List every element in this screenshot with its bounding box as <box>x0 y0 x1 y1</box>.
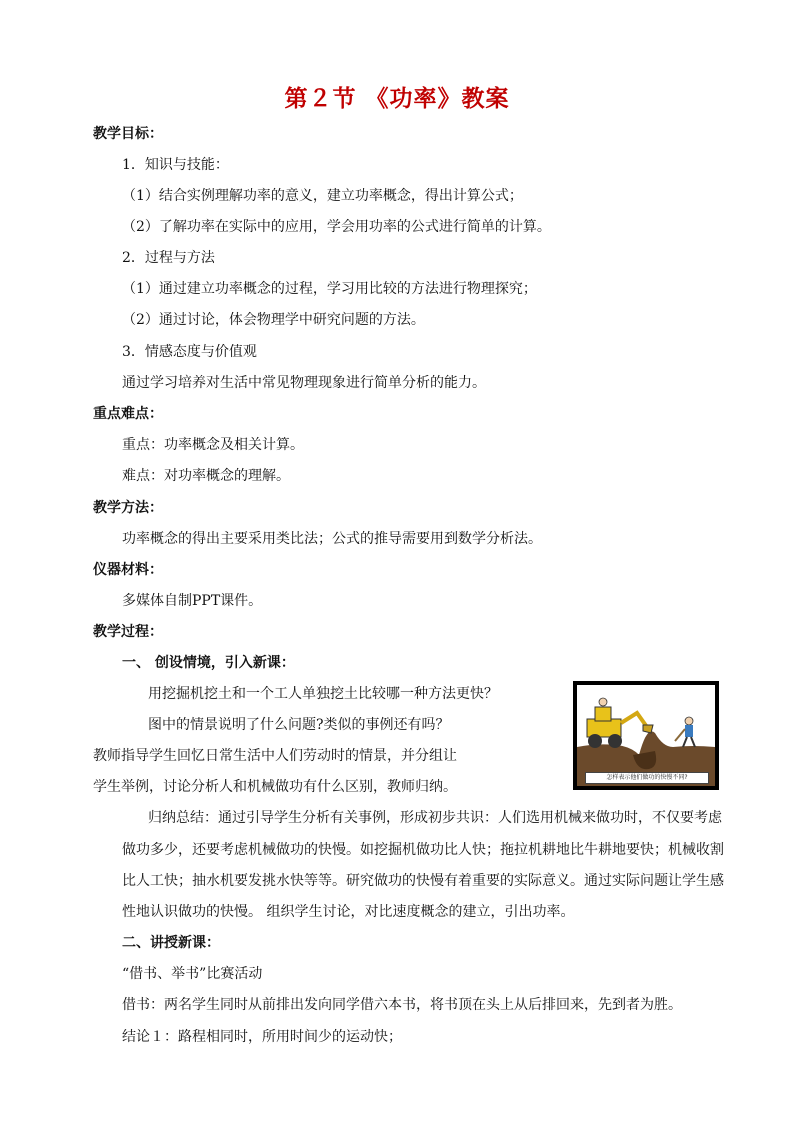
page-title: 第２节 《功率》教案 <box>284 85 510 112</box>
worker-body <box>685 725 693 737</box>
part1-line-2: 学生举例，讨论分析人和机械做功有什么区别，教师归纳。 <box>93 779 457 795</box>
summary-line-4: 性地认识做功的快慢。 组织学生讨论，对比速度概念的建立，引出功率。 <box>122 904 575 920</box>
method-text: 功率概念的得出主要采用类比法；公式的推导需要用到数学分析法。 <box>122 531 542 547</box>
summary-line-2: 做功多少，还要考虑机械做功的快慢。如挖掘机做功比人快；拖拉机耕地比牛耕地要快；机械收割 <box>122 842 724 858</box>
part1-question-2: 图中的情景说明了什么问题?类似的事例还有吗？ <box>148 717 450 733</box>
goal-1: 1．知识与技能： <box>122 157 229 173</box>
key-heading: 重点难点： <box>93 406 163 422</box>
goal-2: 2．过程与方法 <box>122 250 215 266</box>
materials-text: 多媒体自制PPT课件。 <box>122 593 263 609</box>
driver-head <box>599 698 607 706</box>
excavator-wheel-right <box>608 734 622 748</box>
method-heading: 教学方法： <box>93 500 163 516</box>
goal-3: 3．情感态度与价值观 <box>122 344 257 360</box>
illustration-canvas <box>577 685 715 786</box>
goal-1-b: （2）了解功率在实际中的应用，学会用功率的公式进行简单的计算。 <box>122 219 551 235</box>
excavator-worker-illustration <box>577 685 715 786</box>
part1-line-1: 教师指导学生回忆日常生活中人们劳动时的情景，并分组让 <box>93 748 457 764</box>
part1-heading: 一、 创设情境，引入新课： <box>122 655 295 671</box>
process-heading: 教学过程： <box>93 624 163 640</box>
key-point: 重点：功率概念及相关计算。 <box>122 437 304 453</box>
borrow-rule: 借书：两名学生同时从前排出发向同学借六本书，将书顶在头上从后排回来，先到者为胜。 <box>122 997 682 1013</box>
goal-2-b: （2）通过讨论，体会物理学中研究问题的方法。 <box>122 312 425 328</box>
excavator-bucket <box>643 725 653 733</box>
worker-shovel <box>675 729 685 741</box>
difficulty: 难点：对功率概念的理解。 <box>122 468 290 484</box>
worker-legs <box>683 737 695 747</box>
materials-heading: 仪器材料： <box>93 562 163 578</box>
illustration-figure <box>573 681 719 790</box>
conclusion-1: 结论１：路程相同时，所用时间少的运动快； <box>122 1029 402 1045</box>
activity-title: “借书、举书”比赛活动 <box>122 966 263 982</box>
goal-3-a: 通过学习培养对生活中常见物理现象进行简单分析的能力。 <box>122 375 486 391</box>
excavator-wheel-left <box>588 734 602 748</box>
goals-heading: 教学目标： <box>93 126 163 142</box>
part2-heading: 二、讲授新课： <box>122 935 220 951</box>
figure-caption: 怎样表示他们做功的快慢不同? <box>585 772 709 784</box>
goal-2-a: （1）通过建立功率概念的过程，学习用比较的方法进行物理探究； <box>122 281 537 297</box>
goal-1-a: （1）结合实例理解功率的意义，建立功率概念，得出计算公式； <box>122 188 523 204</box>
excavator-cab <box>595 707 611 721</box>
summary-line-1: 归纳总结：通过引导学生分析有关事例，形成初步共识：人们选用机械来做功时，不仅要考虑 <box>148 810 722 826</box>
worker-head <box>685 717 693 725</box>
part1-question-1: 用挖掘机挖土和一个工人单独挖土比较哪一种方法更快？ <box>148 686 498 702</box>
summary-line-3: 比人工快；抽水机要发挑水快等等。研究做功的快慢有着重要的实际意义。通过实际问题让学生感 <box>122 873 724 889</box>
